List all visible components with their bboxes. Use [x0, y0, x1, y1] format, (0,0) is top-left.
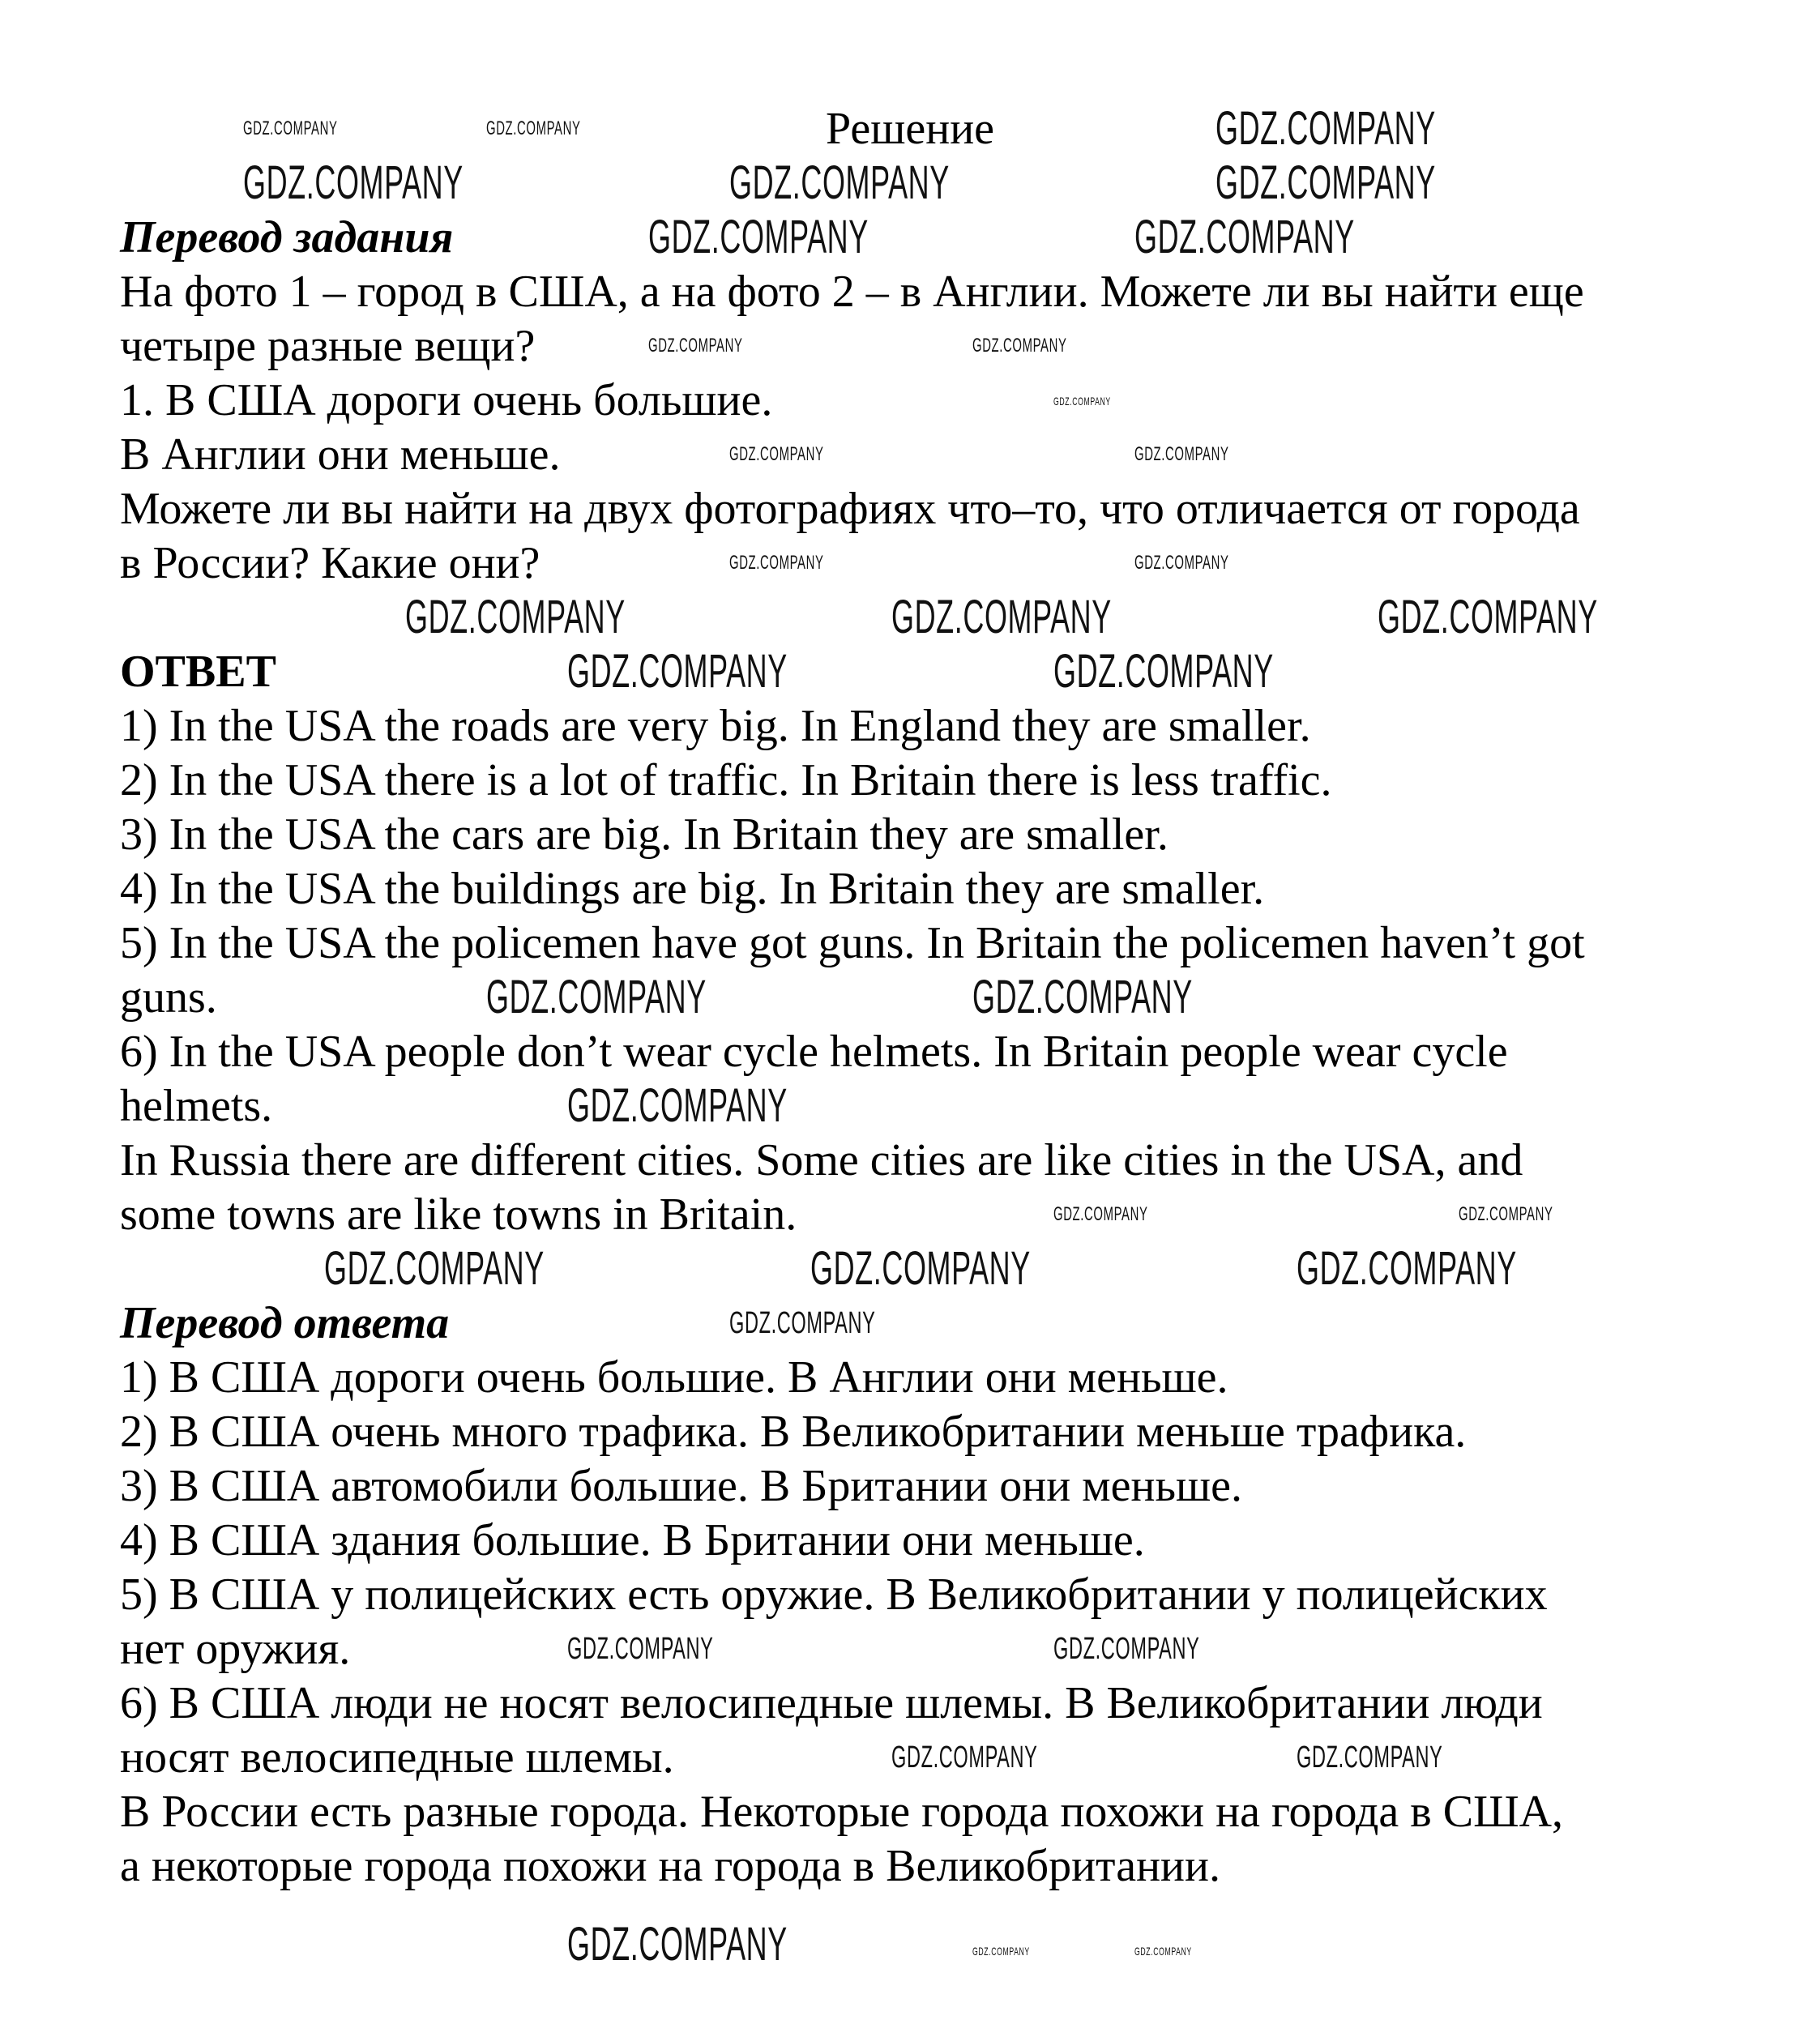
watermark: GDZ.COMPANY	[1053, 645, 1274, 698]
task-line: четыре разные вещи?	[120, 321, 536, 371]
watermark: GDZ.COMPANY	[972, 971, 1193, 1023]
watermark: GDZ.COMPANY	[1053, 1632, 1200, 1666]
answer-line: 4) In the USA the buildings are big. In Britain they are smaller.	[120, 864, 1265, 914]
watermark: GDZ.COMPANY	[486, 971, 707, 1023]
translation-line: 6) В США люди не носят велосипедные шлемы. В Великобритании люди	[120, 1678, 1543, 1728]
watermark: GDZ.COMPANY	[1053, 395, 1111, 408]
watermark: GDZ.COMPANY	[729, 1306, 876, 1340]
task-line: Можете ли вы найти на двух фотографиях что–то, что отличается от города	[120, 484, 1580, 534]
translation-line: а некоторые города похожи на города в Великобритании.	[120, 1841, 1220, 1891]
answer-line: 5) In the USA the policemen have got guns. In Britain the policemen haven’t got	[120, 918, 1585, 968]
watermark: GDZ.COMPANY	[1297, 1242, 1517, 1295]
watermark: GDZ.COMPANY	[810, 1242, 1031, 1295]
page-title: Решение	[825, 104, 995, 154]
task-line: 1. В США дороги очень большие.	[120, 375, 773, 425]
watermark: GDZ.COMPANY	[1134, 211, 1355, 263]
task-heading: Перевод задания	[120, 212, 454, 263]
task-line: В Англии они меньше.	[120, 429, 561, 480]
watermark: GDZ.COMPANY	[1053, 1203, 1148, 1225]
watermark: GDZ.COMPANY	[1215, 156, 1436, 209]
watermark: GDZ.COMPANY	[972, 1945, 1030, 1958]
translation-line: 2) В США очень много трафика. В Великобритании меньше трафика.	[120, 1407, 1467, 1457]
translation-line: 1) В США дороги очень большие. В Англии они меньше.	[120, 1352, 1228, 1403]
watermark: GDZ.COMPANY	[1297, 1740, 1443, 1774]
translation-line: 4) В США здания большие. В Британии они меньше.	[120, 1515, 1145, 1565]
watermark: GDZ.COMPANY	[1134, 443, 1229, 465]
watermark: GDZ.COMPANY	[567, 1918, 788, 1971]
answer-line: In Russia there are different cities. Some cities are like cities in the USA, and	[120, 1135, 1523, 1185]
watermark: GDZ.COMPANY	[648, 211, 869, 263]
document	[120, 102, 1741, 1894]
watermark: GDZ.COMPANY	[486, 117, 581, 139]
answer-line: 6) In the USA people don’t wear cycle helmets. In Britain people wear cycle	[120, 1027, 1508, 1077]
watermark: GDZ.COMPANY	[729, 443, 824, 465]
answer-heading: ОТВЕТ	[120, 647, 276, 697]
watermark: GDZ.COMPANY	[1215, 102, 1436, 155]
task-line: в России? Какие они?	[120, 538, 540, 588]
watermark: GDZ.COMPANY	[891, 591, 1112, 643]
answer-line: 1) In the USA the roads are very big. In England they are smaller.	[120, 701, 1311, 751]
answer-line: 2) In the USA there is a lot of traffic. In Britain there is less traffic.	[120, 755, 1332, 805]
answer-line: 3) In the USA the cars are big. In Britain they are smaller.	[120, 809, 1168, 860]
watermark: GDZ.COMPANY	[729, 156, 950, 209]
watermark: GDZ.COMPANY	[891, 1740, 1038, 1774]
title-row	[120, 102, 1700, 156]
watermark: GDZ.COMPANY	[648, 335, 743, 357]
watermark: GDZ.COMPANY	[1459, 1203, 1553, 1225]
watermark: GDZ.COMPANY	[324, 1242, 545, 1295]
watermark: GDZ.COMPANY	[729, 552, 824, 574]
watermark: GDZ.COMPANY	[567, 1079, 788, 1132]
translation-line: В России есть разные города. Некоторые города похожи на города в США,	[120, 1787, 1564, 1837]
watermark: GDZ.COMPANY	[405, 591, 626, 643]
watermark: GDZ.COMPANY	[567, 1632, 714, 1666]
answer-line: guns.	[120, 972, 217, 1023]
watermark: GDZ.COMPANY	[1378, 591, 1598, 643]
answer-line: helmets.	[120, 1081, 273, 1131]
watermark: GDZ.COMPANY	[567, 645, 788, 698]
translation-line: нет оружия.	[120, 1624, 351, 1674]
translation-heading: Перевод ответа	[120, 1298, 450, 1348]
watermark: GDZ.COMPANY	[972, 335, 1067, 357]
watermark: GDZ.COMPANY	[1134, 552, 1229, 574]
watermark: GDZ.COMPANY	[243, 156, 464, 209]
watermark: GDZ.COMPANY	[243, 117, 338, 139]
translation-line: 5) В США у полицейских есть оружие. В Великобритании у полицейских	[120, 1569, 1548, 1620]
translation-line: носят велосипедные шлемы.	[120, 1732, 674, 1783]
task-line: На фото 1 – город в США, а на фото 2 – в Англии. Можете ли вы найти еще	[120, 267, 1584, 317]
answer-line: some towns are like towns in Britain.	[120, 1189, 797, 1240]
watermark: GDZ.COMPANY	[1134, 1945, 1192, 1958]
translation-line: 3) В США автомобили большие. В Британии они меньше.	[120, 1461, 1242, 1511]
